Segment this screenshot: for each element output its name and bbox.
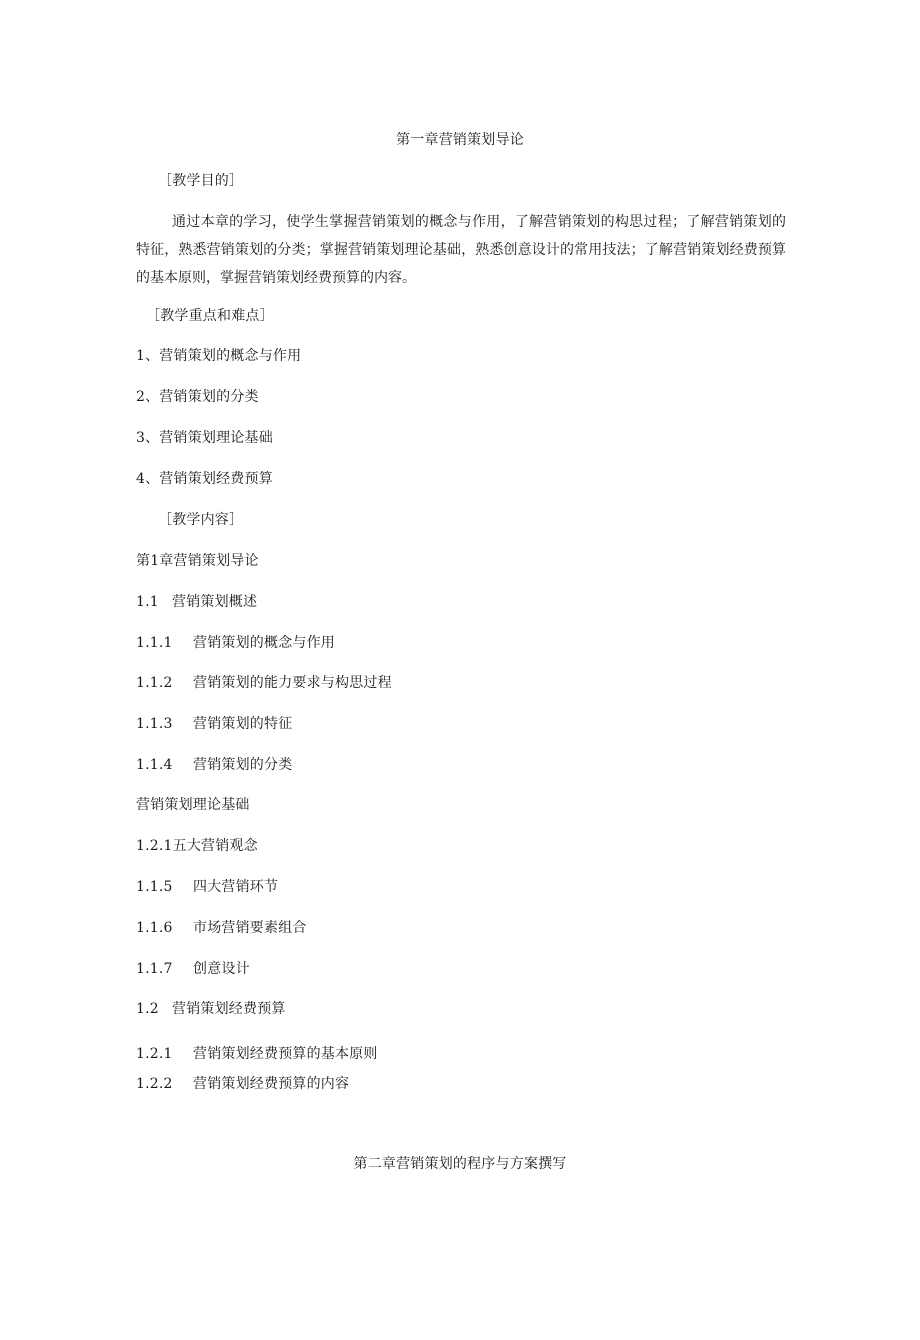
content-item	[136, 756, 292, 774]
content-item	[136, 715, 292, 733]
content-item-text: 营销策划概述	[172, 594, 258, 610]
content-item-number: 第1章营销策划导论	[136, 553, 259, 569]
content-item-number: 1.1.3	[136, 716, 173, 732]
content-item	[136, 552, 259, 570]
content-item-number: 1.1.2	[136, 675, 173, 691]
content-item-text: 营销策划经费预算的基本原则	[193, 1046, 378, 1062]
content-item	[136, 1045, 378, 1063]
key-points-heading: ［教学重点和难点］	[146, 308, 274, 324]
content-item-text: 营销策划的特征	[193, 716, 293, 732]
content-item-number: 1.2	[136, 1001, 159, 1017]
content-item	[136, 878, 278, 896]
key-point-item: 1、营销策划的概念与作用	[136, 348, 302, 364]
content-item	[136, 960, 250, 978]
content-item	[136, 919, 307, 937]
teaching-content-heading: ［教学内容］	[158, 512, 244, 528]
content-item-number: 1.1.1	[136, 635, 173, 651]
content-item-text: 营销策划的分类	[193, 757, 293, 773]
content-item-text: 营销策划经费预算	[172, 1001, 286, 1017]
content-item-number: 1.1.6	[136, 920, 173, 936]
content-item-number: 营销策划理论基础	[136, 797, 250, 813]
content-item-text: 创意设计	[193, 961, 250, 977]
content-item	[136, 1000, 286, 1018]
content-item-text: 营销策划的概念与作用	[193, 635, 335, 651]
teaching-goal-heading: ［教学目的］	[158, 173, 244, 189]
content-item-number: 1.2.1五大营销观念	[136, 838, 258, 854]
content-item-number: 1.1.4	[136, 757, 173, 773]
key-point-item: 3、营销策划理论基础	[136, 430, 273, 446]
content-item-number: 1.1.7	[136, 961, 173, 977]
content-item-number: 1.2.2	[136, 1076, 173, 1092]
content-item-text: 四大营销环节	[193, 879, 279, 895]
key-point-item: 2、营销策划的分类	[136, 389, 259, 405]
content-item	[136, 593, 257, 611]
content-item	[136, 796, 250, 814]
content-item	[136, 837, 258, 855]
content-item-number: 1.1.5	[136, 879, 173, 895]
content-item-text: 营销策划的能力要求与构思过程	[193, 675, 392, 691]
key-point-item: 4、营销策划经费预算	[136, 471, 273, 487]
chapter1-title: 第一章营销策划导论	[396, 132, 524, 148]
teaching-goal-paragraph: 通过本章的学习，使学生掌握营销策划的概念与作用，了解营销策划的构思过程；了解营销策划的特征，熟悉营销策划的分类；掌握营销策划理论基础，熟悉创意设计的常用技法；了解营销策划经费预算的基本原则，掌握营销策划经费预算的内容。	[136, 214, 786, 286]
content-item-number: 1.1	[136, 594, 159, 610]
content-item-number: 1.2.1	[136, 1046, 173, 1062]
content-item	[136, 674, 392, 692]
content-item	[136, 634, 335, 652]
content-item	[136, 1075, 349, 1093]
content-item-text: 市场营销要素组合	[193, 920, 307, 936]
content-item-text: 营销策划经费预算的内容	[193, 1076, 350, 1092]
chapter2-title: 第二章营销策划的程序与方案撰写	[353, 1156, 567, 1172]
